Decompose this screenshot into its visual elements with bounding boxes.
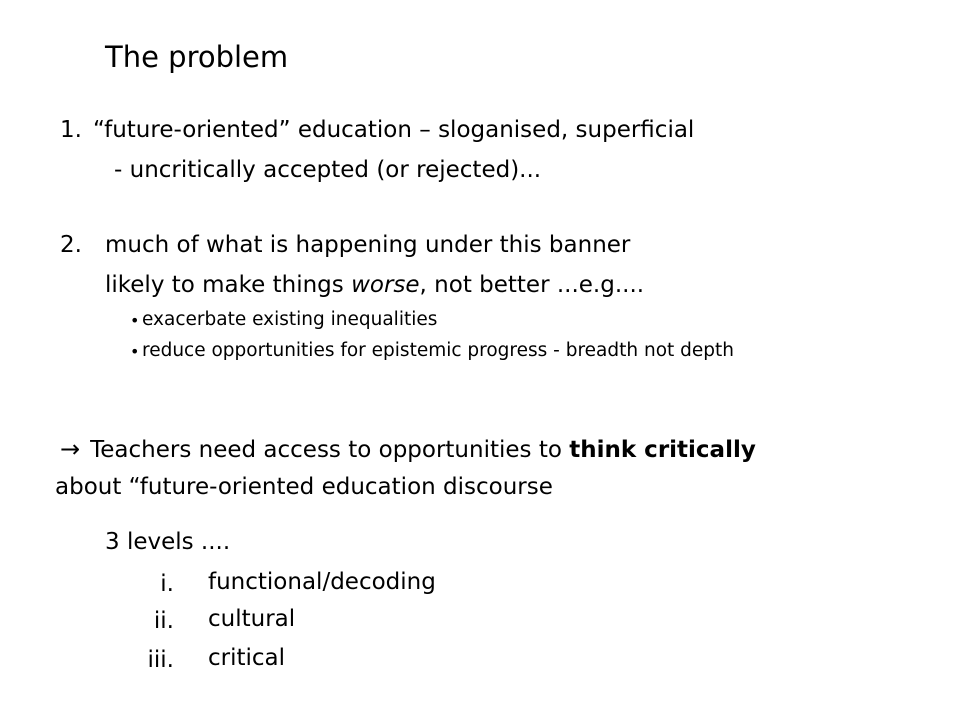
levels-heading: 3 levels ....: [105, 529, 231, 555]
point1-number: 1.: [60, 117, 82, 143]
conclusion-line2: about “future-oriented education discourse: [55, 474, 553, 500]
level-label: critical: [208, 645, 286, 671]
bullet-item: reduce opportunities for epistemic progress - breadth not depth: [142, 340, 735, 361]
point1-sub: - uncritically accepted (or rejected)...: [114, 157, 542, 183]
level-numeral: i.: [160, 571, 174, 597]
point2-line1: much of what is happening under this banner: [105, 232, 631, 258]
point2-line2-start: likely to make things: [105, 272, 352, 298]
conclusion-emphasis: think critically: [569, 437, 756, 463]
conclusion-line1-text: Teachers need access to opportunities to: [90, 437, 570, 463]
level-numeral: ii.: [153, 608, 174, 634]
bullet-dot-icon: •: [130, 342, 140, 361]
point2-number: 2.: [60, 232, 82, 258]
point2-line2-end: , not better ...e.g....: [419, 272, 645, 298]
level-label: functional/decoding: [208, 569, 436, 595]
point1-text: “future-oriented” education – sloganised, superficial: [93, 117, 695, 143]
point2-line2-emphasis: worse: [351, 272, 420, 298]
level-label: cultural: [208, 606, 296, 632]
bullet-item: exacerbate existing inequalities: [142, 309, 438, 330]
point2-line2: [105, 274, 644, 297]
slide-title: The problem: [105, 40, 289, 74]
right-arrow-icon: →: [60, 435, 81, 463]
level-numeral: iii.: [147, 647, 174, 673]
conclusion-line1: [60, 437, 756, 462]
bullet-dot-icon: •: [130, 311, 140, 330]
